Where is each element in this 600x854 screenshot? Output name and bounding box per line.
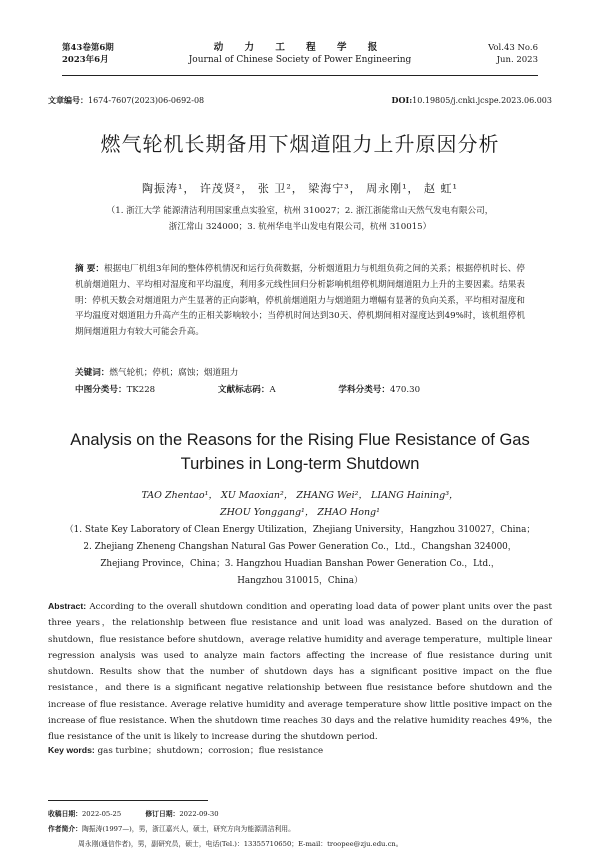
header-divider (62, 75, 538, 76)
subject-code-label: 学科分类号： (338, 385, 390, 395)
header-center (62, 42, 538, 66)
revised-date: 2022-09-30 (179, 810, 219, 818)
authors-en (90, 487, 510, 521)
revised-label: 修订日期： (145, 810, 180, 818)
clc-number (75, 385, 185, 395)
title-en: Analysis on the Reasons for the Rising Flue Resistance of Gas Turbines in Long-term Shutdown (70, 431, 530, 473)
author-bio (48, 822, 552, 837)
journal-name-en: Journal of Chinese Society of Power Engineering (188, 55, 412, 65)
corresponding-author: 周永刚(通信作者)，男，副研究员，硕士，电话(Tel.)：13355710650；E-mail：troopee@zju.edu.cn。 (78, 840, 403, 848)
affiliations-en (55, 522, 545, 590)
title-cn: 燃气轮机长期备用下烟道阻力上升原因分析 (100, 132, 500, 156)
keywords-en-text: gas turbine；shutdown；corrosion；flue resistance (97, 746, 324, 756)
abstract-en-label: Abstract: (48, 601, 87, 611)
keywords-en (48, 744, 323, 756)
affiliation-cn-line: （1. 浙江大学 能源清洁利用国家重点实验室，杭州 310027；2. 浙江浙能常山天然气发电有限公司， (106, 206, 494, 216)
subject-code (338, 385, 450, 395)
classification-line (75, 383, 525, 395)
clc-label: 中图分类号： (75, 385, 127, 395)
abstract-cn-text: 根据电厂机组3年间的整体停机情况和运行负荷数据，分析烟道阻力与机组负荷之间的关系；根据停机时长、停机前烟道阻力、平均相对湿度和平均温度，利用多元线性回归分析影响机组停机期间烟道阻力上升的主要因素。结果表明：停机天数会对烟道阻力产生显著的正向影响，停机前烟道阻力与烟道阻力增幅有显著的负向关系，平均相对湿度和平均温度对烟道阻力升高产生的正相关影响较小；当停机时间达到30天、停机期间相对湿度达到49%时，该机组停机期间烟道阻力有较大可能会升高。 (75, 264, 525, 338)
document-code (218, 385, 306, 395)
journal-header (62, 42, 538, 74)
affiliation-en-line: 2. Zhejiang Zheneng Changshan Natural Gas Power Generation Co.，Ltd.，Changshan 324000， (83, 542, 517, 552)
abstract-en (48, 598, 552, 746)
date-en: Jun. 2023 (496, 55, 538, 65)
affiliation-en-line: Zhejiang Province，China；3. Hangzhou Huadian Banshan Power Generation Co.，Ltd.， (100, 559, 500, 569)
abstract-cn-label: 摘 要： (75, 264, 105, 274)
document-code-value: A (269, 385, 276, 395)
authors-en-line: ZHOU Yonggang¹， ZHAO Hong¹ (220, 507, 380, 518)
abstract-cn (75, 262, 525, 341)
article-number-label: 文章编号： (48, 95, 88, 105)
doi[interactable] (392, 95, 552, 105)
affiliations-cn (62, 203, 538, 235)
footnote-divider (48, 800, 208, 801)
author-bio-label: 作者简介： (48, 825, 82, 833)
keywords-en-label: Key words: (48, 745, 95, 755)
date-cn: 2023年6月 (62, 55, 109, 65)
doi-value[interactable]: 10.19805/j.cnki.jcspe.2023.06.003 (412, 96, 552, 105)
keywords-cn-label: 关键词： (75, 368, 110, 378)
authors-en-line: TAO Zhentao¹， XU Maoxian²， ZHANG Wei²， LIANG Haining³， (141, 490, 459, 501)
doi-label: DOI: (391, 95, 413, 105)
journal-name-cn: 动 力 工 程 学 报 (213, 42, 387, 53)
received-date: 2022-05-25 (81, 810, 122, 818)
article-number-value: 1674-7607(2023)06-0692-08 (88, 96, 205, 105)
document-code-label: 文献标志码： (217, 385, 270, 395)
abstract-en-text: According to the overall shutdown condition and operating load data of power plant units over the past three years，the relationship between flue resistance and unit load was analyzed. Based on the duration of shutdown，flue resistance before shutdown，average relative humidity and average temperature，multiple linear regression analysis was used to analyze main factors affecting the increase of flue resistance during unit shutdown. Results show that the number of shutdown days has a significant positive impact on the flue resistance，and there is a significant negative relationship between flue resistance before shutdown and the increase of flue resistance. Average relative humidity and average temperature show little positive impact on the increase of flue resistance. When the shutdown time reaches 30 days and the relative humidity reaches 49%，the flue resistance of the unit is likely to increase during the shutdown period. (48, 602, 552, 743)
affiliation-en-line: Hangzhou 310015，China） (237, 576, 363, 586)
author-bio-text: 陶振涛(1997—)，男，浙江嘉兴人，硕士，研究方向为能源清洁利用。 (81, 825, 295, 833)
received-label: 收稿日期： (48, 810, 82, 818)
keywords-cn (75, 366, 238, 378)
footnote-dates (48, 807, 552, 822)
authors-cn: 陶振涛¹， 许茂贤²， 张 卫²， 梁海宁³， 周永刚¹， 赵 虹¹ (142, 182, 458, 195)
article-number (48, 95, 204, 106)
affiliation-cn-line: 浙江常山 324000；3. 杭州华电半山发电有限公司，杭州 310015） (168, 222, 432, 232)
volume-cn: 第43卷第6期 (62, 43, 114, 53)
header-right (488, 42, 538, 66)
affiliation-en-line: （1. State Key Laboratory of Clean Energy Utilization，Zhejiang University，Hangzhou 310027，China； (64, 525, 536, 535)
volume-en: Vol.43 No.6 (488, 43, 538, 53)
subject-code-value: 470.30 (389, 385, 421, 395)
keywords-cn-text: 燃气轮机；停机；腐蚀；烟道阻力 (109, 368, 239, 378)
footnote (48, 807, 552, 852)
clc-value: TK228 (126, 385, 156, 395)
